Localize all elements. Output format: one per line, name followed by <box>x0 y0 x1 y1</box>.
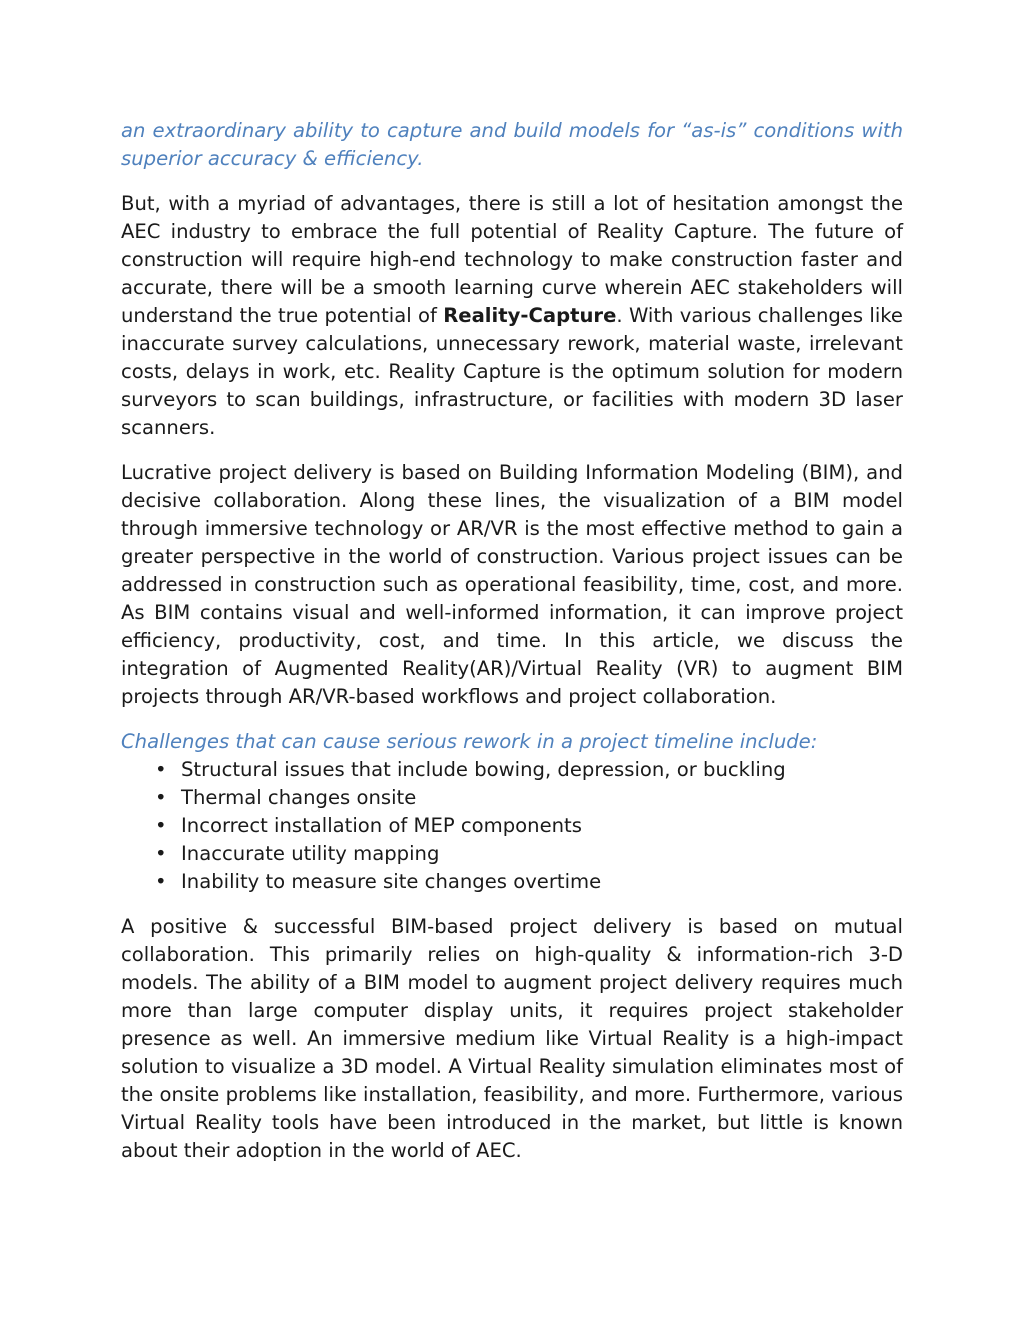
list-item-text: Incorrect installation of MEP components <box>181 814 582 837</box>
challenges-heading: Challenges that can cause serious rework in a project timeline include: <box>121 730 818 753</box>
vr-collaboration-paragraph: A positive & successful BIM-based project delivery is based on mutual collaboration. This primarily relies on high-quality & information-rich 3-D models. The ability of a BIM model to augment project delivery requires much more than large computer display units, it requires project stakeholder presence as well. An immersive medium like Virtual Reality is a high-impact solution to visualize a 3D model. A Virtual Reality simulation eliminates most of the onsite problems like installation, feasibility, and more. Furthermore, various Virtual Reality tools have been introduced in the market, but little is known about their adoption in the world of AEC. <box>121 915 903 1162</box>
list-item <box>121 868 903 896</box>
list-item <box>121 784 903 812</box>
list-item-text: Structural issues that include bowing, depression, or buckling <box>181 758 786 781</box>
bullet-icon: • <box>155 758 167 781</box>
list-item <box>121 840 903 868</box>
reality-capture-bold-term: Reality-Capture <box>443 304 617 327</box>
challenges-list <box>121 756 903 896</box>
bullet-icon: • <box>155 842 167 865</box>
bim-delivery-paragraph: Lucrative project delivery is based on Building Information Modeling (BIM), and decisive collaboration. Along these lines, the visualization of a BIM model through immersive technology or AR/VR is the most effective method to gain a greater perspective in the world of construction. Various project issues can be addressed in construction such as operational feasibility, time, cost, and more. As BIM contains visual and well-informed information, it can improve project efficiency, productivity, cost, and time. In this article, we discuss the integration of Augmented Reality(AR)/Virtual Reality (VR) to augment BIM projects through AR/VR-based workflows and project collaboration. <box>121 461 903 708</box>
list-item-text: Inability to measure site changes overtime <box>181 870 602 893</box>
bullet-icon: • <box>155 786 167 809</box>
paragraph-text-before: But, with a myriad of advantages, there is still a lot of hesitation amongst the AEC industry to embrace the full potential of Reality Capture. The future of construction will require high-end technology to make construction faster and accurate, there will be a smooth learning curve wherein AEC stakeholders will understand the true potential of <box>121 192 903 327</box>
list-item-text: Inaccurate utility mapping <box>181 842 440 865</box>
reality-capture-paragraph <box>121 190 903 442</box>
intro-paragraph: an extraordinary ability to capture and build models for “as-is” conditions with superior accuracy & efficiency. <box>121 119 903 170</box>
paragraph-text-after: . With various challenges like inaccurate survey calculations, unnecessary rework, material waste, irrelevant costs, delays in work, etc. Reality Capture is the optimum solution for modern surveyors to scan buildings, infrastructure, or facilities with modern 3D laser scanners. <box>121 304 903 439</box>
bullet-icon: • <box>155 870 167 893</box>
bullet-icon: • <box>155 814 167 837</box>
list-item <box>121 812 903 840</box>
document-page <box>121 117 903 1182</box>
list-item <box>121 756 903 784</box>
list-item-text: Thermal changes onsite <box>181 786 417 809</box>
